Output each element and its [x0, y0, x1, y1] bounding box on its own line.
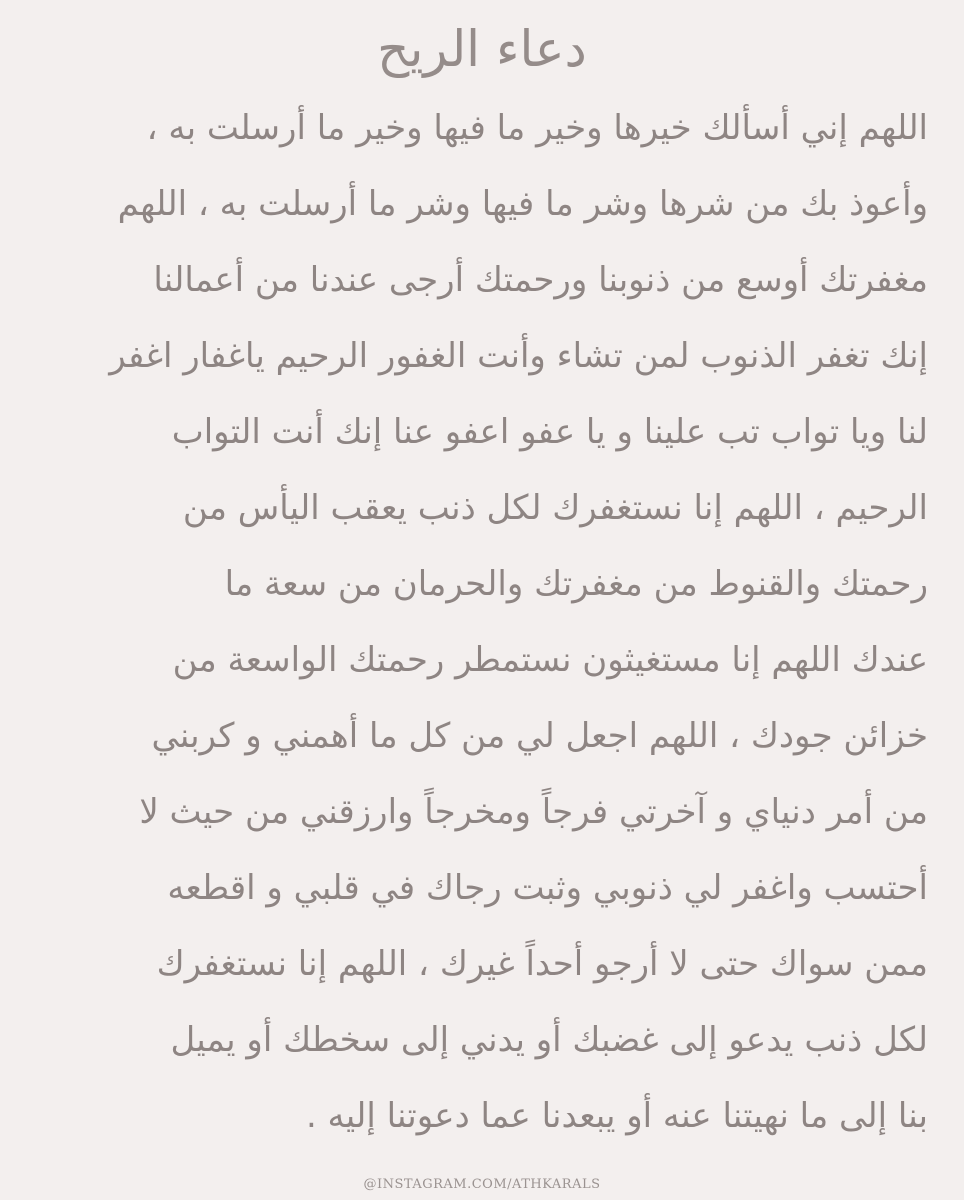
text-line: ممن سواك حتى لا أرجو أحداً غيرك ، اللهم إنا نستغفرك [156, 944, 928, 984]
dua-text [38, 90, 928, 1154]
text-line: وأعوذ بك من شرها وشر ما فيها وشر ما أرسلت به ، اللهم [117, 184, 928, 224]
text-line: عندك اللهم إنا مستغيثون نستمطر رحمتك الواسعة من [172, 640, 928, 680]
text-line: من أمر دنياي و آخرتي فرجاً ومخرجاً وارزقني من حيث لا [139, 792, 928, 832]
text-line: أحتسب واغفر لي ذنوبي وثبت رجاك في قلبي و اقطعه [167, 868, 928, 908]
page-title: دعاء الريح [377, 20, 587, 78]
text-line: رحمتك والقنوط من مغفرتك والحرمان من سعة ما [224, 564, 928, 604]
text-line: الرحيم ، اللهم إنا نستغفرك لكل ذنب يعقب اليأس من [182, 488, 928, 528]
text-line: لنا ويا تواب تب علينا و يا عفو اعفو عنا إنك أنت التواب [171, 412, 928, 452]
text-line: إنك تغفر الذنوب لمن تشاء وأنت الغفور الرحيم ياغفار اغفر [109, 336, 928, 376]
text-line: بنا إلى ما نهيتنا عنه أو يبعدنا عما دعوتنا إليه . [305, 1096, 928, 1136]
text-line: لكل ذنب يدعو إلى غضبك أو يدني إلى سخطك أو يميل [170, 1020, 928, 1060]
text-line: اللهم إني أسألك خيرها وخير ما فيها وخير ما أرسلت به ، [146, 108, 928, 148]
text-line: مغفرتك أوسع من ذنوبنا ورحمتك أرجى عندنا من أعمالنا [153, 260, 928, 300]
text-line: خزائن جودك ، اللهم اجعل لي من كل ما أهمني و كربني [151, 716, 928, 756]
instagram-handle: @INSTAGRAM.COM/ATHKARALS [363, 1177, 601, 1192]
